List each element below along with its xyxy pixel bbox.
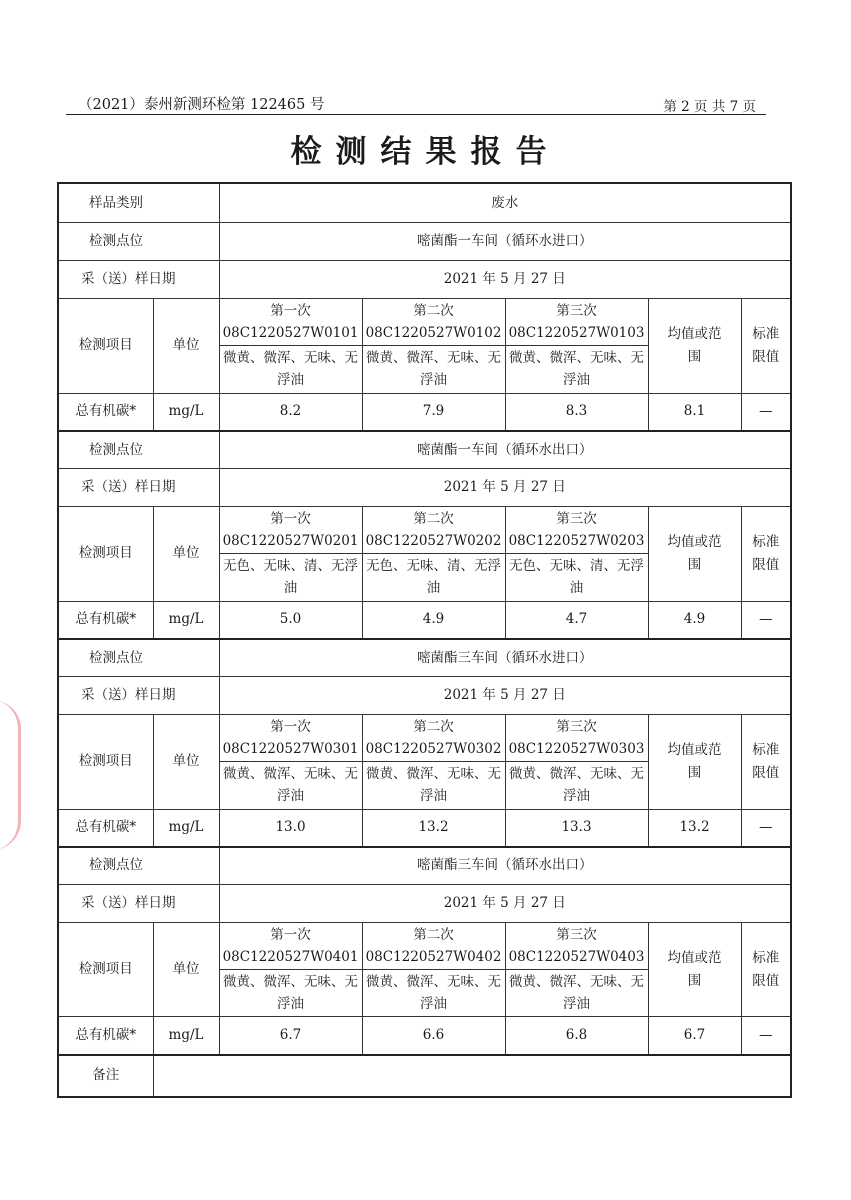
limit-label: 标准限值 xyxy=(741,714,791,809)
sample-id: 08C1220527W0203 xyxy=(508,533,645,550)
result-average: 8.1 xyxy=(648,393,741,431)
sample-header-cell xyxy=(505,299,648,346)
result-unit: mg/L xyxy=(153,809,219,847)
sample-id: 08C1220527W0303 xyxy=(508,741,645,758)
test-item-name: 总有机碳* xyxy=(58,1017,153,1055)
sample-description: 微黄、微浑、无味、无浮油 xyxy=(362,970,505,1017)
sample-id: 08C1220527W0402 xyxy=(365,949,502,966)
sample-round-label: 第三次 xyxy=(556,719,597,736)
result-value: 7.9 xyxy=(362,393,505,431)
sample-round-label: 第一次 xyxy=(270,511,311,528)
sampling-date-row xyxy=(58,261,791,299)
test-point-label: 检测点位 xyxy=(58,223,219,261)
result-value: 4.9 xyxy=(362,601,505,639)
sample-round-label: 第二次 xyxy=(413,303,454,320)
report-title: 检测结果报告 xyxy=(290,134,561,170)
result-row xyxy=(58,601,791,639)
result-row xyxy=(58,393,791,431)
sample-header-cell xyxy=(219,714,362,761)
result-limit: — xyxy=(741,1017,791,1055)
test-point-row xyxy=(58,639,791,677)
result-limit: — xyxy=(741,809,791,847)
remarks-row xyxy=(58,1055,791,1097)
result-value: 8.2 xyxy=(219,393,362,431)
test-item-label: 检测项目 xyxy=(58,299,153,394)
sample-round-label: 第二次 xyxy=(413,719,454,736)
test-item-name: 总有机碳* xyxy=(58,393,153,431)
avg-range-label: 均值或范围 xyxy=(648,507,741,602)
avg-range-label: 均值或范围 xyxy=(648,922,741,1017)
sample-header-row xyxy=(58,714,791,761)
sampling-date-row xyxy=(58,469,791,507)
test-point-label: 检测点位 xyxy=(58,431,219,469)
result-limit: — xyxy=(741,393,791,431)
sample-header-cell xyxy=(362,299,505,346)
result-value: 6.8 xyxy=(505,1017,648,1055)
test-point-value: 嘧菌酯三车间（循环水出口） xyxy=(219,847,791,885)
sampling-date-value: 2021 年 5 月 27 日 xyxy=(219,885,791,923)
unit-label: 单位 xyxy=(153,714,219,809)
sampling-date-value: 2021 年 5 月 27 日 xyxy=(219,677,791,715)
page-info: 第 2 页 共 7 页 xyxy=(663,99,756,115)
sample-description: 微黄、微浑、无味、无浮油 xyxy=(219,970,362,1017)
test-item-name: 总有机碳* xyxy=(58,601,153,639)
result-value: 13.0 xyxy=(219,809,362,847)
sample-round-label: 第三次 xyxy=(556,303,597,320)
test-point-label: 检测点位 xyxy=(58,639,219,677)
result-average: 6.7 xyxy=(648,1017,741,1055)
sample-header-cell xyxy=(219,922,362,969)
result-value: 5.0 xyxy=(219,601,362,639)
result-average: 13.2 xyxy=(648,809,741,847)
sampling-date-row xyxy=(58,677,791,715)
sample-round-label: 第三次 xyxy=(556,927,597,944)
unit-label: 单位 xyxy=(153,922,219,1017)
limit-label: 标准限值 xyxy=(741,922,791,1017)
result-value: 8.3 xyxy=(505,393,648,431)
result-value: 6.6 xyxy=(362,1017,505,1055)
result-value: 13.2 xyxy=(362,809,505,847)
sample-description: 微黄、微浑、无味、无浮油 xyxy=(505,346,648,393)
test-point-row xyxy=(58,223,791,261)
result-value: 6.7 xyxy=(219,1017,362,1055)
result-unit: mg/L xyxy=(153,601,219,639)
test-point-label: 检测点位 xyxy=(58,847,219,885)
sample-header-cell xyxy=(219,507,362,554)
sample-header-cell xyxy=(219,299,362,346)
test-point-value: 嘧菌酯一车间（循环水进口） xyxy=(219,223,791,261)
sample-description: 微黄、微浑、无味、无浮油 xyxy=(219,346,362,393)
result-unit: mg/L xyxy=(153,1017,219,1055)
sample-description: 微黄、微浑、无味、无浮油 xyxy=(219,762,362,809)
sample-type-row xyxy=(58,183,791,223)
sample-id: 08C1220527W0401 xyxy=(222,949,359,966)
sample-header-row xyxy=(58,299,791,346)
sampling-date-value: 2021 年 5 月 27 日 xyxy=(219,261,791,299)
sample-header-cell xyxy=(505,922,648,969)
sample-id: 08C1220527W0302 xyxy=(365,741,502,758)
unit-label: 单位 xyxy=(153,299,219,394)
sample-description: 无色、无味、清、无浮油 xyxy=(219,554,362,601)
result-unit: mg/L xyxy=(153,393,219,431)
sample-round-label: 第二次 xyxy=(413,511,454,528)
report-number: （2021）泰州新测环检第 122465 号 xyxy=(78,97,325,113)
sample-header-row xyxy=(58,922,791,969)
sample-header-row xyxy=(58,507,791,554)
limit-label: 标准限值 xyxy=(741,507,791,602)
result-row xyxy=(58,1017,791,1055)
sample-round-label: 第二次 xyxy=(413,927,454,944)
result-average: 4.9 xyxy=(648,601,741,639)
test-item-name: 总有机碳* xyxy=(58,809,153,847)
sample-description: 无色、无味、清、无浮油 xyxy=(505,554,648,601)
sample-header-cell xyxy=(362,507,505,554)
test-point-row xyxy=(58,431,791,469)
sample-type-value: 废水 xyxy=(219,183,791,223)
sample-round-label: 第一次 xyxy=(270,303,311,320)
sample-round-label: 第三次 xyxy=(556,511,597,528)
sample-description: 微黄、微浑、无味、无浮油 xyxy=(362,762,505,809)
sampling-date-label: 采（送）样日期 xyxy=(58,469,219,507)
sample-header-cell xyxy=(362,922,505,969)
report-header xyxy=(66,92,766,115)
test-item-label: 检测项目 xyxy=(58,922,153,1017)
result-value: 13.3 xyxy=(505,809,648,847)
unit-label: 单位 xyxy=(153,507,219,602)
remarks-label: 备注 xyxy=(58,1055,153,1097)
sample-id: 08C1220527W0403 xyxy=(508,949,645,966)
sampling-date-label: 采（送）样日期 xyxy=(58,885,219,923)
sampling-date-row xyxy=(58,885,791,923)
sample-type-label: 样品类别 xyxy=(58,183,219,223)
avg-range-label: 均值或范围 xyxy=(648,714,741,809)
test-item-label: 检测项目 xyxy=(58,507,153,602)
sample-id: 08C1220527W0202 xyxy=(365,533,502,550)
avg-range-label: 均值或范围 xyxy=(648,299,741,394)
sampling-date-label: 采（送）样日期 xyxy=(58,677,219,715)
sampling-date-value: 2021 年 5 月 27 日 xyxy=(219,469,791,507)
sample-id: 08C1220527W0301 xyxy=(222,741,359,758)
sample-id: 08C1220527W0201 xyxy=(222,533,359,550)
sample-id: 08C1220527W0101 xyxy=(222,325,359,342)
sample-description: 微黄、微浑、无味、无浮油 xyxy=(505,762,648,809)
remarks-value xyxy=(153,1055,791,1097)
sample-header-cell xyxy=(362,714,505,761)
limit-label: 标准限值 xyxy=(741,299,791,394)
sample-header-cell xyxy=(505,714,648,761)
test-point-value: 嘧菌酯三车间（循环水进口） xyxy=(219,639,791,677)
sample-header-cell xyxy=(505,507,648,554)
result-value: 4.7 xyxy=(505,601,648,639)
sample-round-label: 第一次 xyxy=(270,927,311,944)
test-point-value: 嘧菌酯一车间（循环水出口） xyxy=(219,431,791,469)
sample-round-label: 第一次 xyxy=(270,719,311,736)
sample-description: 无色、无味、清、无浮油 xyxy=(362,554,505,601)
result-row xyxy=(58,809,791,847)
seal-stamp-edge xyxy=(0,700,21,850)
sample-description: 微黄、微浑、无味、无浮油 xyxy=(505,970,648,1017)
sample-id: 08C1220527W0102 xyxy=(365,325,502,342)
test-point-row xyxy=(58,847,791,885)
sample-id: 08C1220527W0103 xyxy=(508,325,645,342)
sample-description: 微黄、微浑、无味、无浮油 xyxy=(362,346,505,393)
results-table xyxy=(57,182,792,1098)
sampling-date-label: 采（送）样日期 xyxy=(58,261,219,299)
test-item-label: 检测项目 xyxy=(58,714,153,809)
result-limit: — xyxy=(741,601,791,639)
